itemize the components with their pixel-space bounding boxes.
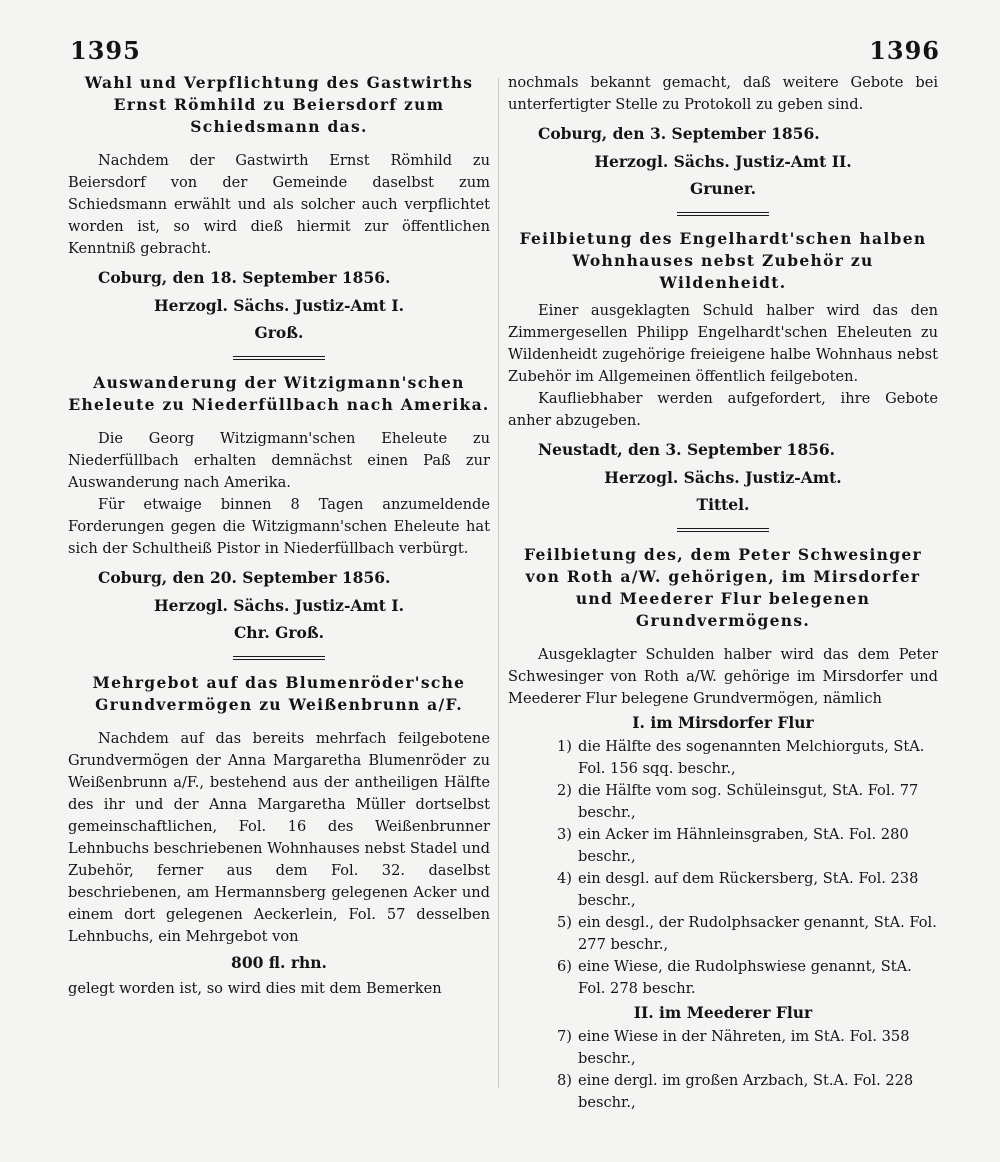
list-item-number: 5) (557, 914, 572, 931)
page-number-left: 1395 (70, 36, 141, 65)
list-item-text: ein Acker im Hähnleinsgraben, StA. Fol. 280 beschr., (578, 826, 909, 865)
notice-body-engelhardt-2: Kaufliebhaber werden aufgefordert, ihre Gebote anher abzugeben. (508, 390, 938, 429)
notice-body-schwesinger: Ausgeklagter Schulden halber wird das dem Peter Schwesinger von Roth a/W. gehörige im Mirsdorfer und Meederer Flur belegene Grundvermögen, nämlich (508, 646, 938, 707)
notice-signer: Chr. Groß. (233, 623, 325, 642)
notice-heading-engelhardt: Feilbietung des Engelhardt'schen halben Wohnhauses nebst Zubehör zu Wildenheidt. (519, 229, 927, 292)
notice-body-auswanderung-1: Die Georg Witzigmann'schen Eheleute zu Niederfüllbach erhalten demnächst einen Paß zur Auswanderung nach Amerika. (68, 430, 490, 491)
section-label-meeder: II. im Meederer Flur (633, 1003, 813, 1022)
list-item-number: 2) (557, 782, 572, 799)
list-item-text: eine Wiese, die Rudolphswiese genannt, StA. Fol. 278 beschr. (578, 958, 912, 997)
list-item (508, 736, 938, 780)
notice-signer: Tittel. (696, 495, 750, 514)
notice-heading-schwesinger: Feilbietung des, dem Peter Schwesinger von Roth a/W. gehörigen, im Mirsdorfer und Meederer Flur belegenen Grundvermögens. (524, 545, 922, 630)
notice-body-schiedsmann: Nachdem der Gastwirth Ernst Römhild zu Beiersdorf von der Gemeinde daselbst zum Schiedsmann erwählt und als solcher auch verpflichtet worden ist, so wird dieß hiermit zur öffentlichen Kenntniß gebracht. (68, 152, 490, 257)
notice-authority: Herzogl. Sächs. Justiz-Amt I. (153, 296, 405, 315)
section-separator (233, 356, 325, 360)
list-item (508, 956, 938, 1000)
section-separator (677, 212, 769, 216)
notice-authority: Herzogl. Sächs. Justiz-Amt. (604, 468, 842, 487)
page-number-right: 1396 (869, 36, 940, 65)
list-item-text: eine dergl. im großen Arzbach, St.A. Fol. 228 beschr., (578, 1072, 914, 1111)
section-separator (233, 656, 325, 660)
notice-body-mehrgebot: Nachdem auf das bereits mehrfach feilgebotene Grundvermögen der Anna Margaretha Blumenröder zu Weißenbrunn a/F., bestehend aus der antheiligen Hälfte des ihr und der Anna Margaretha Müller dortselbst gemeinschaftlichen, Fol. 16 des Weißenbrunner Lehnbuchs beschriebenen Wohnhauses nebst Stadel und Zubehör, ferner aus dem Fol. 32. daselbst beschriebenen, am Hermannsberg gelegenen Acker und einem dort gelegenen Aeckerlein, Fol. 57 desselben Lehnbuchs, ein Mehrgebot von (68, 730, 490, 945)
list-item-text: eine Wiese in der Nähreten, im StA. Fol. 358 beschr., (578, 1028, 910, 1067)
list-item (508, 1070, 938, 1114)
notice-date: Coburg, den 18. September 1856. (98, 268, 391, 287)
notice-heading-schiedsmann: Wahl und Verpflichtung des Gastwirths Ernst Römhild zu Beiersdorf zum Schiedsmann das. (84, 73, 474, 136)
notice-date: Coburg, den 3. September 1856. (538, 124, 820, 143)
list-item-number: 4) (557, 870, 572, 887)
list-item-text: die Hälfte des sogenannten Melchiorguts, StA. Fol. 156 sqq. beschr., (578, 738, 925, 777)
notice-body-mehrgebot-end: nochmals bekannt gemacht, daß weitere Gebote bei unterfertigter Stelle zu Protokoll zu geben sind. (508, 74, 938, 113)
list-item (508, 824, 938, 868)
notice-heading-auswanderung: Auswanderung der Witzigmann'schen Eheleute zu Niederfüllbach nach Amerika. (68, 373, 490, 414)
section-separator (677, 528, 769, 532)
notice-signer: Groß. (254, 323, 304, 342)
notice-date: Neustadt, den 3. September 1856. (538, 440, 836, 459)
list-item-text: ein desgl., der Rudolphsacker genannt, StA. Fol. 277 beschr., (578, 914, 937, 953)
list-item-number: 7) (557, 1028, 572, 1045)
list-item-number: 8) (557, 1072, 572, 1089)
right-column (508, 72, 938, 1114)
list-item-number: 3) (557, 826, 572, 843)
list-item-number: 1) (557, 738, 572, 755)
notice-heading-mehrgebot: Mehrgebot auf das Blumenröder'sche Grundvermögen zu Weißenbrunn a/F. (92, 673, 466, 714)
bid-amount: 800 fl. rhn. (231, 953, 327, 972)
notice-authority: Herzogl. Sächs. Justiz-Amt II. (594, 152, 852, 171)
notice-body-engelhardt-1: Einer ausgeklagten Schuld halber wird das den Zimmergesellen Philipp Engelhardt'schen Eheleuten zu Wildenheidt zugehörige freieigene halbe Wohnhaus nebst Zubehör im Allgemeinen öffentlich feilgeboten. (508, 302, 938, 385)
notice-authority: Herzogl. Sächs. Justiz-Amt I. (153, 596, 405, 615)
notice-body-mehrgebot-continued: gelegt worden ist, so wird dies mit dem Bemerken (68, 980, 442, 997)
notice-body-auswanderung-2: Für etwaige binnen 8 Tagen anzumeldende Forderungen gegen die Witzigmann'schen Eheleute hat sich der Schultheiß Pistor in Niederfüllbach verbürgt. (68, 496, 490, 557)
left-column (68, 72, 490, 1000)
list-item-text: ein desgl. auf dem Rückersberg, StA. Fol. 238 beschr., (578, 870, 919, 909)
notice-signer: Gruner. (690, 179, 756, 198)
section-label-mirsdorf: I. im Mirsdorfer Flur (632, 713, 814, 732)
list-item (508, 912, 938, 956)
list-item-number: 6) (557, 958, 572, 975)
list-item (508, 780, 938, 824)
list-item (508, 1026, 938, 1070)
notice-date: Coburg, den 20. September 1856. (98, 568, 391, 587)
column-divider (498, 78, 499, 1088)
list-item-text: die Hälfte vom sog. Schüleinsgut, StA. Fol. 77 beschr., (578, 782, 919, 821)
list-item (508, 868, 938, 912)
